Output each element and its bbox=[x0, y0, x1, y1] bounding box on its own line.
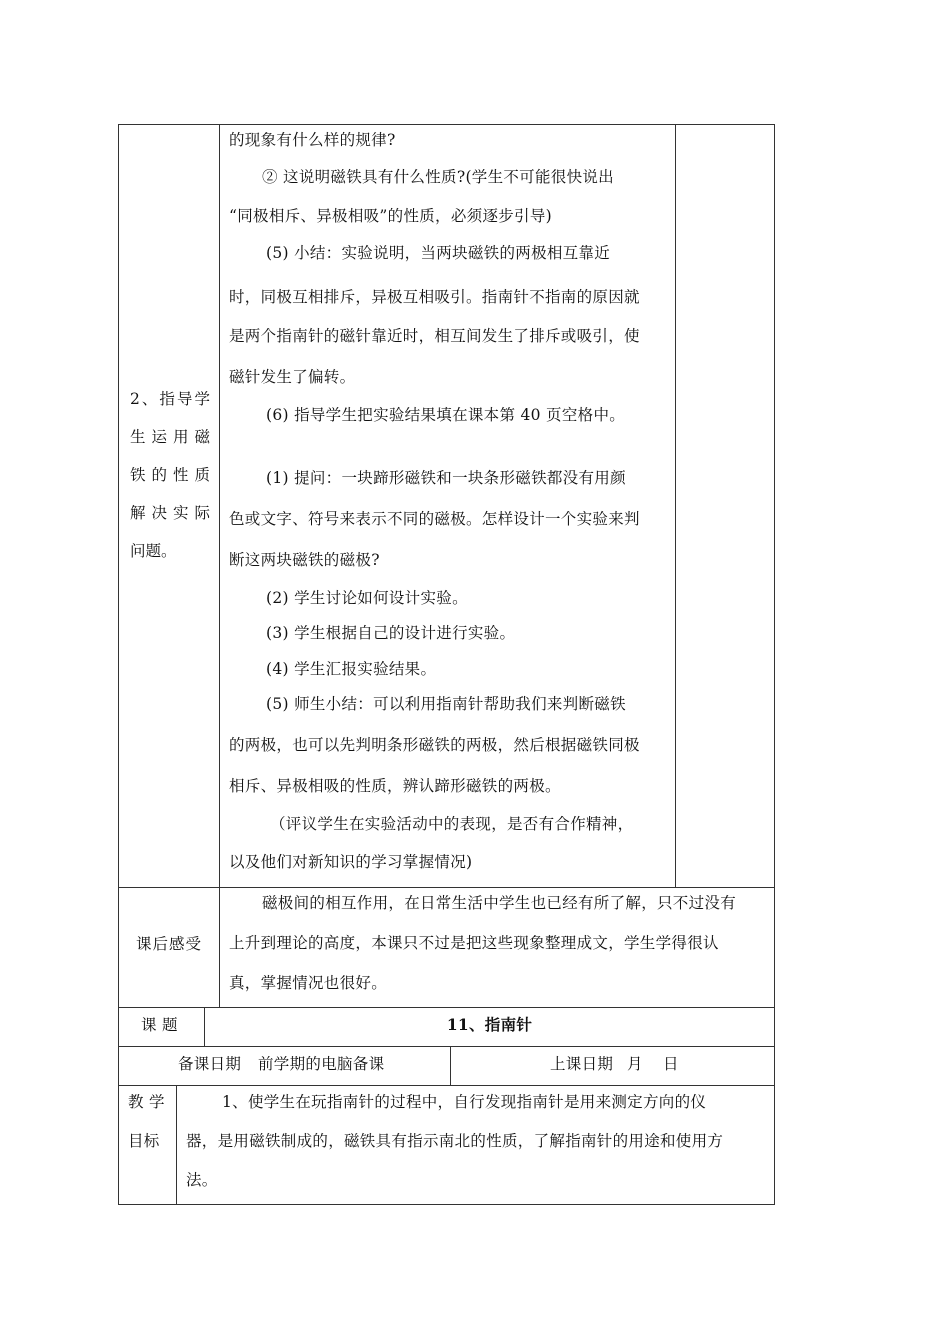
activity-step-label: 2、指导学 生运用磁 铁的性质 解决实际 问题。 bbox=[130, 390, 210, 560]
activity-line: 时，同极互相排斥，异极互相吸引。指南针不指南的原因就 bbox=[229, 288, 640, 306]
activity-line: (3) 学生根据自己的设计进行实验。 bbox=[266, 624, 516, 642]
activity-line: （评议学生在实验活动中的表现，是否有合作精神， bbox=[270, 815, 634, 833]
goals-label-line2: 目标 bbox=[128, 1132, 160, 1150]
activity-line: 色或文字、符号来表示不同的磁极。怎样设计一个实验来判 bbox=[229, 510, 640, 528]
activity-line: (2) 学生讨论如何设计实验。 bbox=[266, 589, 468, 607]
activity-line: 相斥、异极相吸的性质，辨认蹄形磁铁的两极。 bbox=[229, 777, 561, 795]
goal-line: 1、使学生在玩指南针的过程中，自行发现指南针是用来测定方向的仪 bbox=[222, 1093, 707, 1111]
reflection-line: 上升到理论的高度，本课只不过是把这些现象整理成文，学生学得很认 bbox=[229, 934, 719, 952]
activity-line: 的两极，也可以先判明条形磁铁的两极，然后根据磁铁同极 bbox=[229, 736, 640, 754]
goal-line: 器，是用磁铁制成的，磁铁具有指示南北的性质，了解指南针的用途和使用方 bbox=[186, 1132, 724, 1150]
class-date-day: 日 bbox=[663, 1055, 679, 1073]
activity-line: (1) 提问：一块蹄形磁铁和一块条形磁铁都没有用颜 bbox=[266, 469, 626, 487]
activity-line: 断这两块磁铁的磁极? bbox=[229, 551, 380, 569]
activity-line: 以及他们对新知识的学习掌握情况) bbox=[229, 853, 473, 871]
reflection-line: 真，掌握情况也很好。 bbox=[229, 974, 388, 992]
activity-divider-right bbox=[675, 124, 676, 888]
activity-line: (5) 师生小结：可以利用指南针帮助我们来判断磁铁 bbox=[266, 695, 626, 713]
dates-divider bbox=[450, 1046, 451, 1086]
goals-divider bbox=[176, 1085, 177, 1205]
prep-date-value: 前学期的电脑备课 bbox=[258, 1055, 385, 1073]
topic-label: 课 题 bbox=[141, 1016, 178, 1034]
activity-line: 磁针发生了偏转。 bbox=[229, 368, 356, 386]
class-date-month: 月 bbox=[627, 1055, 643, 1073]
activity-divider-left bbox=[219, 124, 220, 1008]
activity-line: 的现象有什么样的规律? bbox=[229, 131, 396, 149]
activity-line: 是两个指南针的磁针靠近时，相互间发生了排斥或吸引，使 bbox=[229, 327, 640, 345]
class-date-label: 上课日期 bbox=[550, 1055, 614, 1073]
topic-title: 11、指南针 bbox=[446, 1015, 533, 1034]
activity-line: (4) 学生汇报实验结果。 bbox=[266, 660, 437, 678]
activity-line: (5) 小结：实验说明，当两块磁铁的两极相互靠近 bbox=[266, 244, 611, 262]
reflection-label: 课后感受 bbox=[136, 935, 203, 953]
activity-line: “同极相斥、异极相吸”的性质，必须逐步引导) bbox=[229, 207, 552, 225]
activity-line: (6) 指导学生把实验结果填在课本第 40 页空格中。 bbox=[266, 406, 626, 424]
goal-line: 法。 bbox=[186, 1171, 218, 1189]
reflection-line: 磁极间的相互作用，在日常生活中学生也已经有所了解，只不过没有 bbox=[262, 894, 737, 912]
prep-date-label: 备课日期 bbox=[178, 1055, 242, 1073]
activity-line: ② 这说明磁铁具有什么性质?(学生不可能很快说出 bbox=[262, 168, 614, 186]
goals-label-line1: 教 学 bbox=[128, 1093, 165, 1111]
